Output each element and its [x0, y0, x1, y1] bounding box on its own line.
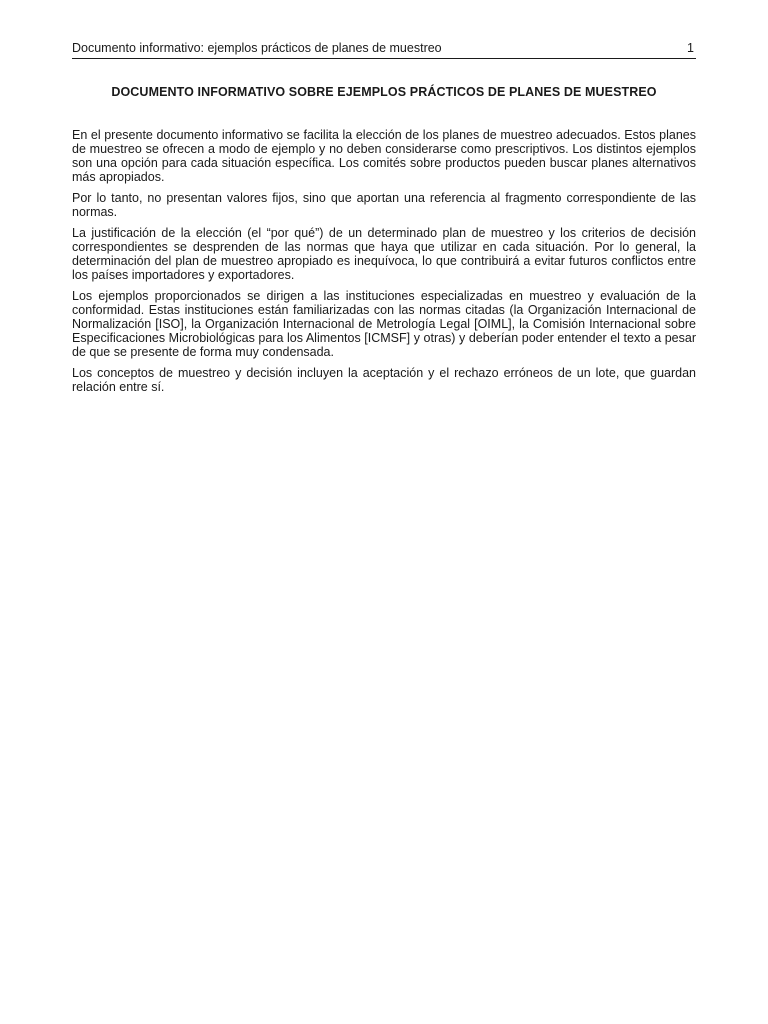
document-page	[72, 40, 696, 401]
paragraph-2: Por lo tanto, no presentan valores fijos, sino que aportan una referencia al fragmento correspondiente de las normas.	[72, 191, 696, 219]
paragraph-3: La justificación de la elección (el “por qué”) de un determinado plan de muestreo y los criterios de decisión correspondientes se desprenden de las normas que haya que utilizar en cada situación. Por lo general, la determinación del plan de muestreo apropiado es inequívoca, lo que contribuirá a evitar futuros conflictos entre los países importadores y exportadores.	[72, 226, 696, 282]
running-header	[72, 40, 696, 59]
paragraph-1: En el presente documento informativo se facilita la elección de los planes de muestreo adecuados. Estos planes de muestreo se ofrecen a modo de ejemplo y no deben considerarse como prescriptivos. Los distintos ejemplos son una opción para cada situación específica. Los comités sobre productos pueden buscar planes alternativos más apropiados.	[72, 128, 696, 184]
paragraph-4: Los ejemplos proporcionados se dirigen a las instituciones especializadas en muestreo y evaluación de la conformidad. Estas instituciones están familiarizadas con las normas citadas (la Organización Internacional de Normalización [ISO], la Organización Internacional de Metrología Legal [OIML], la Comisión Internacional sobre Especificaciones Microbiológicas para los Alimentos [ICMSF] y otras) y deberían poder entender el texto a pesar de que se presente de forma muy condensada.	[72, 289, 696, 359]
document-body	[72, 128, 696, 394]
paragraph-5: Los conceptos de muestreo y decisión incluyen la aceptación y el rechazo erróneos de un lote, que guardan relación entre sí.	[72, 366, 696, 394]
document-title: DOCUMENTO INFORMATIVO SOBRE EJEMPLOS PRÁCTICOS DE PLANES DE MUESTREO	[111, 85, 657, 99]
page-number: 1	[687, 41, 694, 55]
running-header-title: Documento informativo: ejemplos prácticos de planes de muestreo	[72, 41, 442, 55]
